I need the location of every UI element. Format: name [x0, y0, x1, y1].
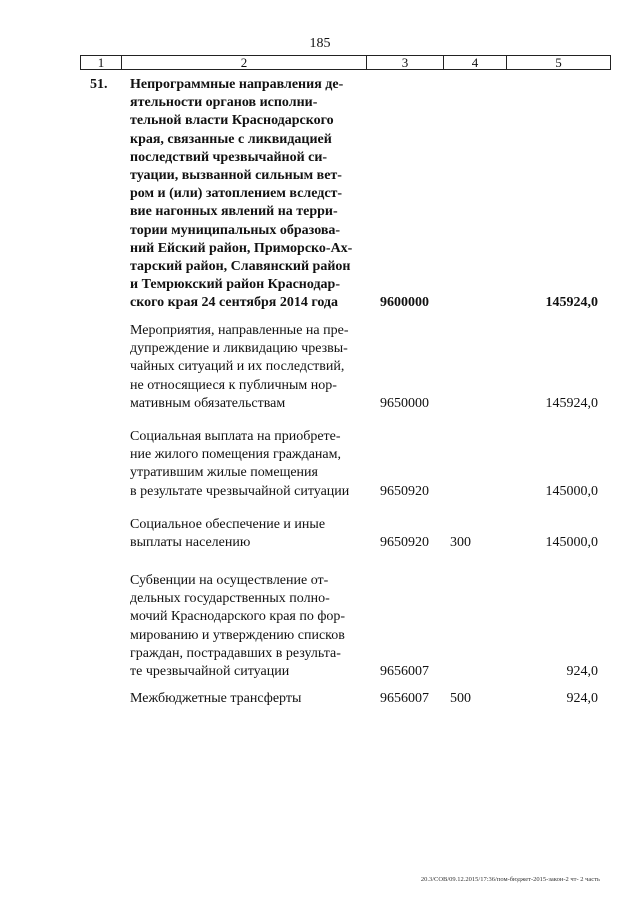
header-col-3: 3 — [367, 56, 444, 69]
row-code: 9650920 — [380, 535, 429, 551]
row-name — [130, 322, 360, 413]
row-expense-type: 300 — [450, 535, 471, 551]
row-name-line: утратившим жилые помещения — [130, 465, 318, 481]
row-name-line: в результате чрезвычайной ситуации — [130, 483, 350, 499]
row-name-line: дельных государственных полно- — [130, 591, 330, 607]
row-name-line: чайных ситуаций и их последствий, — [130, 359, 345, 375]
row-name-line: Субвенции на осуществление от- — [130, 573, 329, 588]
row-name-line: тарский район, Славянский район — [130, 259, 351, 275]
row-amount: 145000,0 — [545, 535, 598, 551]
row-name-line: Социальное обеспечение и иные — [130, 517, 326, 532]
row-name-line: тории муниципальных образова- — [130, 222, 341, 238]
row-name-line: ского края 24 сентября 2014 года — [130, 295, 339, 311]
row-name-line: ятельности органов исполни- — [130, 95, 318, 111]
header-col-4: 4 — [444, 56, 507, 69]
row-name — [130, 572, 360, 681]
row-name-line: последствий чрезвычайной си- — [130, 149, 328, 165]
row-name-line: туации, вызванной сильным вет- — [130, 168, 342, 184]
row-name-line: те чрезвычайной ситуации — [130, 664, 290, 680]
row-amount: 145000,0 — [545, 483, 598, 499]
row-name-line: дупреждение и ликвидацию чрезвы- — [130, 341, 348, 357]
row-name — [130, 76, 360, 313]
row-amount: 924,0 — [566, 664, 598, 679]
row-name-line: тельной власти Краснодарского — [130, 113, 334, 129]
row-name-line: граждан, пострадавших в результа- — [130, 645, 341, 661]
row-name-line: ний Ейский район, Приморско-Ах- — [130, 240, 353, 256]
row-number: 51. — [90, 77, 108, 92]
row-name-line: мативным обязательствам — [130, 395, 286, 411]
row-amount: 145924,0 — [545, 395, 598, 411]
row-name — [130, 516, 360, 552]
row-code: 9650000 — [380, 395, 429, 411]
row-name-line: выплаты населению — [130, 535, 251, 551]
row-name-line: Межбюджетные трансферты — [130, 691, 302, 706]
row-expense-type: 500 — [450, 691, 471, 706]
row-name-line: Мероприятия, направленные на пре- — [130, 323, 349, 338]
table-header — [80, 55, 611, 70]
row-name-line: мочий Краснодарского края по фор- — [130, 609, 346, 625]
row-amount: 924,0 — [566, 691, 598, 706]
row-name-line: Социальная выплата на приобрете- — [130, 429, 341, 444]
row-name-line: и Темрюкский район Краснодар- — [130, 277, 340, 293]
header-col-2: 2 — [122, 56, 367, 69]
row-name — [130, 428, 360, 501]
row-code: 9656007 — [380, 691, 429, 706]
row-name-line: вие нагонных явлений на терри- — [130, 204, 338, 220]
header-col-5: 5 — [555, 55, 562, 70]
row-name-line: не относящиеся к публичным нор- — [130, 377, 337, 393]
footer-stamp: 20.3/СОВ/09.12.2015/17:36/пом-бюджет-2015-закон-2 чт- 2 часть — [420, 876, 600, 883]
row-code: 9656007 — [380, 664, 429, 679]
row-name — [130, 690, 360, 708]
row-code: 9650920 — [380, 483, 429, 499]
row-name-line: ние жилого помещения гражданам, — [130, 447, 341, 463]
row-name-line: мированию и утверждению списков — [130, 627, 345, 643]
row-code: 9600000 — [380, 295, 429, 311]
row-amount: 145924,0 — [545, 295, 598, 311]
page-number: 185 — [309, 36, 331, 51]
row-name-line: края, связанные с ликвидацией — [130, 131, 332, 147]
row-name-line: Непрограммные направления де- — [130, 77, 344, 92]
row-name-line: ром и (или) затоплением вследст- — [130, 186, 343, 202]
header-col-1: 1 — [81, 56, 122, 69]
